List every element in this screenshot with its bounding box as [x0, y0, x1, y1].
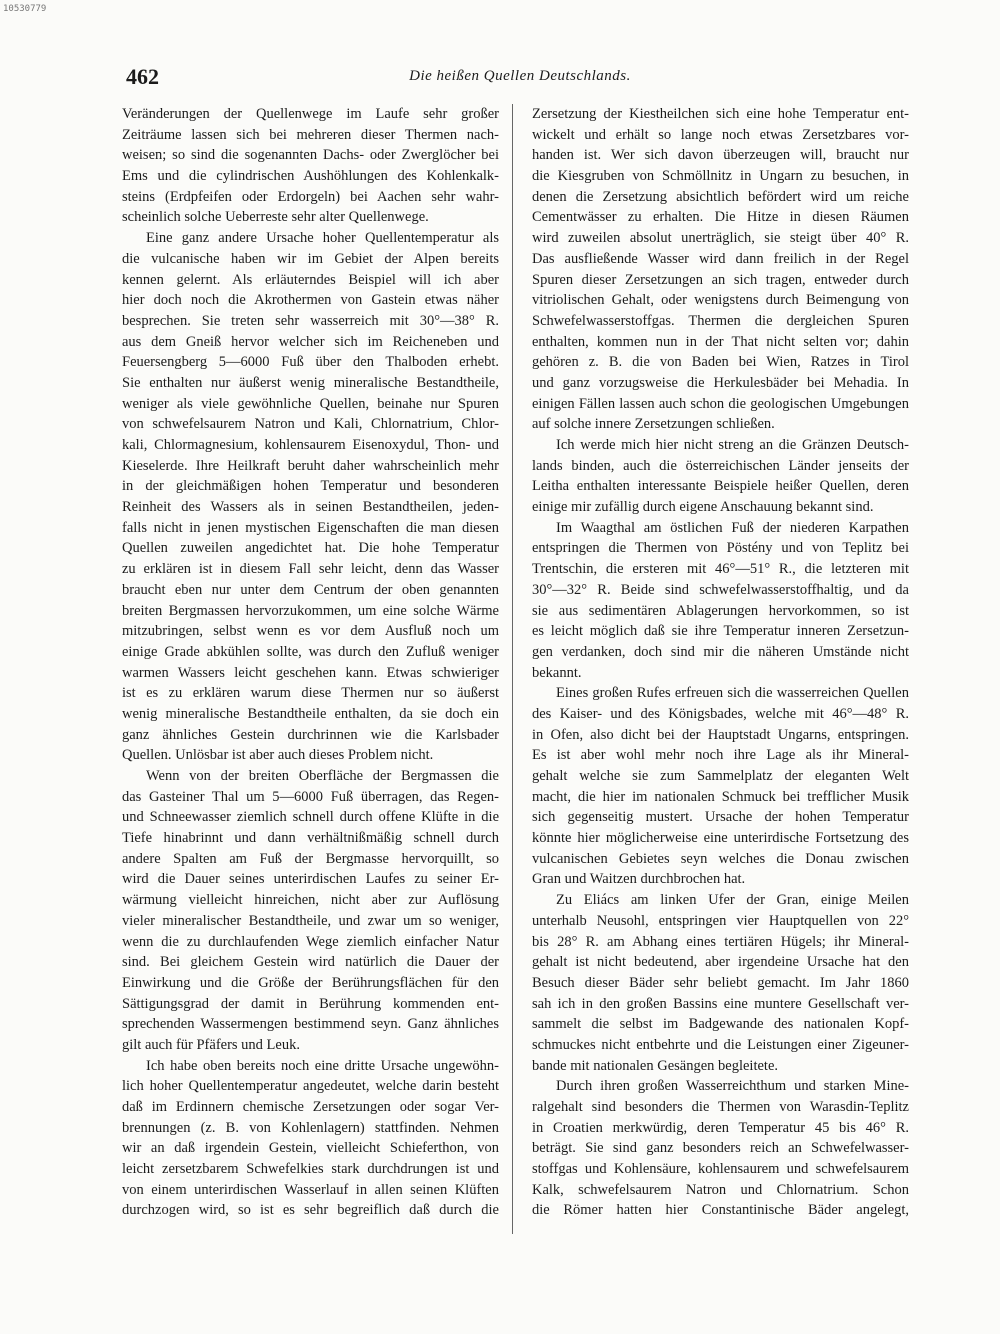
text-line: in Ofen, also dicht bei der Hauptstadt Ungarns, entspringen. [532, 726, 909, 743]
text-line: einige Grade abkühlen sollte, was durch den Zufluß weniger [122, 643, 499, 660]
text-line: Wenn von der breiten Oberfläche der Bergmassen die [146, 768, 499, 784]
text-line: leicht zersetzbarem Schwefelkies stark durchdrungen ist und [122, 1161, 499, 1178]
text-line: Zeiträume lassen sich bei mehreren dieser Thermen nach- [122, 126, 499, 143]
text-line: vitriolischen Gehalt, oder wenigstens durch Beimengung von [532, 292, 909, 309]
text-line: Schwefelwasserstoffgas. Thermen die dergleichen Spuren [532, 312, 909, 329]
text-line: bis 28° R. am Abhang eines tertiären Hügels; ihr Mineral- [532, 933, 909, 950]
page-number: 462 [126, 64, 159, 89]
column-divider [512, 104, 513, 1234]
text-line: bekannt. [532, 664, 582, 681]
text-line: Quellen zuweilen angedichtet hat. Die hohe Temperatur [122, 540, 499, 557]
text-line: sie aus sedimentären Ablagerungen hervorkommen, so ist [532, 602, 909, 619]
text-line: Eines großen Rufes erfreuen sich die wasserreichen Quellen [556, 685, 909, 702]
text-line: sprechenden Wassermengen bestimmend seyn. Ganz ähnliches [122, 1016, 499, 1033]
text-line: stoffgas und Kohlensäure, kohlensaurem und schwefelsaurem [532, 1161, 909, 1178]
running-title [0, 68, 1000, 85]
text-line: beträgt. Sie sind ganz besonders reich an Schwefelwasser- [532, 1140, 909, 1157]
text-line: Veränderungen der Quellenwege im Laufe sehr großer [122, 106, 499, 122]
text-line: falls nicht in jenen mystischen Eigenschaften die man diesen [122, 519, 499, 536]
text-line: lands binden, auch die österreichischen Länder jenseits der [532, 457, 909, 474]
text-line: Ich werde mich hier nicht streng an die Gränzen Deutsch- [556, 437, 909, 453]
text-line: von schwefelsaurem Natron und Kali, Chlornatrium, Chlor- [122, 416, 499, 433]
text-line: warmen Wassers leicht geschehen kann. Etwas schwieriger [122, 664, 499, 681]
text-line: gilt auch für Pfäfers und Leuk. [122, 1036, 300, 1053]
text-line: bande mit nationalen Gesängen begleitete. [532, 1057, 779, 1074]
text-line: einige mir zufällig durch eigene Anschauung bekannt sind. [532, 499, 874, 516]
text-line: Das ausfließende Wasser wird dann freilich in der Regel [532, 250, 909, 267]
text-line: Reinheit des Wassers als in seinen Bestandtheilen, jeden- [122, 499, 499, 516]
text-line: sich gegenseitig mustert. Ursache der hohen Temperatur [532, 809, 909, 826]
text-line: Zu Eliács am linken Ufer der Gran, einige Meilen [556, 892, 909, 909]
text-line: weniger als viele gewöhnliche Quellen, beinahe nur Spuren [122, 395, 499, 412]
right-column [532, 104, 909, 1221]
text-line: ralgehalt sind besonders die Thermen von Warasdin-Teplitz [532, 1099, 909, 1115]
text-line: denen die Zersetzung absichtlich befördert wird um reiche [532, 188, 909, 205]
text-line: Durch ihren großen Wasserreichthum und starken Mine- [556, 1078, 909, 1095]
text-line: breiten Bergmassen hervorzukommen, um eine solche Wärme [122, 602, 499, 619]
text-line: es leicht möglich daß sie ihre Temperatur inneren Zersetzun- [532, 623, 909, 640]
text-line: lich hoher Quellentemperatur angedeutet, welche darin besteht [122, 1078, 499, 1095]
text-line: unterhalb Neusohl, entspringen vier Hauptquellen von 22° [532, 912, 909, 929]
text-line: mitzubringen, selbst wenn es vor dem Ausfluß noch um [122, 623, 499, 640]
text-line: des Kaiser- und des Königsbades, welche mit 46°—48° R. [532, 705, 909, 722]
text-line: Kieselerde. Ihre Heilkraft beruht daher wahrscheinlich mehr [122, 457, 499, 474]
text-line: enthalten, kommen nun in der That nicht selten vor; dahin [532, 333, 909, 350]
text-line: 30°—32° R. Beide sind schwefelwasserstoffhaltig, und da [532, 581, 909, 598]
text-line: auf solche innere Zersetzungen schließen. [532, 416, 775, 433]
text-line: von einem unterirdischen Wasserlauf in allen seinen Klüften [122, 1181, 499, 1198]
text-line: Trentschin, die ersteren mit 46°—51° R., die letzteren mit [532, 561, 909, 578]
text-line: Im Waagthal am östlichen Fuß der niederen Karpathen [556, 519, 909, 536]
text-line: Eine ganz andere Ursache hoher Quellentemperatur als [146, 230, 499, 247]
text-line: in Croatien merkwürdig, deren Temperatur 45 bis 46° R. [532, 1119, 909, 1136]
text-line: entspringen die Thermen von Pöstény und von Teplitz bei [532, 540, 909, 557]
text-line: die Kiesgruben von Schmöllnitz in Ungarn zu besuchen, in [532, 168, 909, 185]
text-line: gehalt welche sie zum Sammelplatz der eleganten Welt [532, 768, 909, 784]
text-line: Sättigungsgrad der damit in Berührung kommenden ent- [122, 995, 499, 1012]
text-line: wärmung vielleicht hinreichen, nicht aber zur Auflösung [122, 892, 499, 909]
text-line: in der gleichmäßigen hohen Temperatur und besonderen [122, 478, 499, 495]
text-line: Kalk, schwefelsaurem Natron und Chlornatrium. Schon [532, 1181, 909, 1198]
text-line: Feuersengberg 5—6000 Fuß über den Thalboden erhebt. [122, 354, 499, 371]
text-line: braucht eben nur unter dem Centrum der oben genannten [122, 581, 499, 598]
text-line: durchzogen wird, so ist es sehr begreiflich daß durch die [122, 1202, 499, 1219]
text-line: Ich habe oben bereits noch eine dritte Ursache ungewöhn- [146, 1057, 499, 1074]
text-line: wenn die zu durchlaufenden Wege ziemlich einfacher Natur [122, 933, 499, 950]
text-line: sind. Bei gleichem Gestein wird natürlich die Dauer der [122, 954, 499, 971]
text-line: Leitha enthalten interessante Beispiele heißer Quellen, deren [532, 478, 909, 495]
text-line: wenig mineralische Bestandtheile enthalten, da sie doch ein [122, 705, 499, 722]
text-line: Tiefe hinabrinnt und dann verhältnißmäßig schnell durch [122, 830, 499, 847]
text-line: und ganz vorzugsweise die Herkulesbäder bei Mehadia. In [532, 374, 909, 391]
text-line: vieler mineralischer Bestandtheile, und zwar um so weniger, [122, 912, 499, 929]
text-line: gen verdanken, doch sind mir die näheren Umstände nicht [532, 643, 909, 660]
text-line: besprechen. Sie treten sehr wasserreich mit 30°—38° R. [122, 312, 499, 329]
text-line: Es ist aber wohl mehr noch ihre Lage als ihr Mineral- [532, 747, 909, 764]
text-line: zu erklären ist in diesem Fall sehr leicht, denn das Wasser [122, 561, 499, 578]
text-line: macht, die hier im nationalen Schmuck bei trefflicher Musik [532, 788, 909, 805]
text-line: und Schneewasser ziemlich schnell durch offene Klüfte in die [122, 809, 499, 826]
text-line: wir an daß irgendein Gestein, vielleicht Schieferthon, von [122, 1140, 499, 1157]
text-line: ist es zu erklären warum diese Thermen nur so äußerst [122, 685, 499, 702]
text-line: Sie enthalten nur äußerst wenig mineralische Bestandtheile, [122, 374, 499, 391]
text-line: schmuckes nicht entbehrte und die Leistungen einer Zigeuner- [532, 1036, 909, 1053]
text-line: ganz ähnliches Gestein durchrinnen wie die Karlsbader [122, 726, 499, 743]
text-line: Einwirkung und die Größe der Berührungsflächen für den [122, 974, 499, 991]
text-line: scheinlich solche Ueberreste sehr alter Quellenwege. [122, 209, 429, 226]
running-title-text: Die heißen Quellen Deutschlands. [409, 68, 631, 84]
text-line: Besuch dieser Bäder sehr beliebt gemacht. Im Jahr 1860 [532, 974, 909, 991]
text-line: andere Spalten am Fuß der Bergmasse hervorquillt, so [122, 850, 499, 867]
text-line: daß im Erdinnern chemische Zersetzungen oder sogar Ver- [122, 1099, 499, 1115]
text-line: die vulcanische haben wir im Gebiet der Alpen bereits [122, 250, 499, 267]
text-line: Cementwässer zu erhalten. Die Hitze in diesen Räumen [532, 209, 909, 226]
text-line: Gran und Waitzen durchbrochen hat. [532, 871, 746, 888]
text-line: Spuren dieser Zersetzungen an sich tragen, entweder durch [532, 271, 909, 288]
text-line: vulcanischen Gebietes seyn welches die Donau zwischen [532, 850, 909, 867]
text-line: kennen gelernt. Als erläuterndes Beispiel will ich aber [122, 271, 499, 288]
text-line: gehören z. B. die von Baden bei Wien, Ratzes in Tirol [532, 354, 909, 371]
text-line: Ems und die cylindrischen Aushöhlungen des Kohlenkalk- [122, 168, 499, 185]
text-line: wickelt und erhält so lange noch etwas Zersetzbares vor- [532, 126, 909, 143]
text-line: gehalt ist nicht bedeutend, aber irgendeine Ursache hat den [532, 954, 909, 971]
text-line: hier doch noch die Akrothermen von Gastein etwas näher [122, 292, 499, 309]
text-line: könnte hier möglicherweise eine unterirdische Fortsetzung des [532, 830, 909, 847]
text-line: weisen; so sind die sogenannten Dachs- oder Zwerglöcher bei [122, 147, 499, 164]
left-column [122, 104, 499, 1221]
text-line: das Gasteiner Thal um 5—6000 Fuß überragen, das Regen- [122, 788, 499, 805]
text-line: steins (Erdpfeifen oder Erdorgeln) bei Aachen sehr wahr- [122, 188, 499, 205]
text-line: brennungen (z. B. von Kohlenlagern) stattfinden. Nehmen [122, 1119, 499, 1136]
text-line: Quellen. Unlösbar ist aber auch dieses Problem nicht. [122, 747, 434, 764]
text-line: wird die Dauer seines unterirdischen Laufes zu seiner Er- [122, 871, 499, 888]
text-line: sah ich in den großen Bassins eine muntere Gesellschaft ver- [532, 995, 909, 1012]
text-line: handen ist. Wer sich davon überzeugen will, braucht nur [532, 147, 909, 164]
scan-id: 10530779 [3, 4, 47, 14]
text-line: Zersetzung der Kiestheilchen sich eine hohe Temperatur ent- [532, 106, 909, 122]
text-line: kali, Chlormagnesium, kohlensaurem Eisenoxydul, Thon- und [122, 437, 499, 453]
text-line: wird zuweilen absolut unerträglich, sie steigt über 40° R. [532, 230, 909, 247]
text-line: die Römer hatten hier Constantinische Bäder angelegt, [532, 1202, 909, 1219]
text-line: einigen Fällen lassen auch schon die geologischen Umgebungen [532, 395, 909, 412]
text-line: aus dem Gneiß hervor welcher sich im Reicheneben und [122, 333, 499, 350]
text-line: sammelt die selbst im Badgewande des nationalen Kopf- [532, 1016, 909, 1033]
